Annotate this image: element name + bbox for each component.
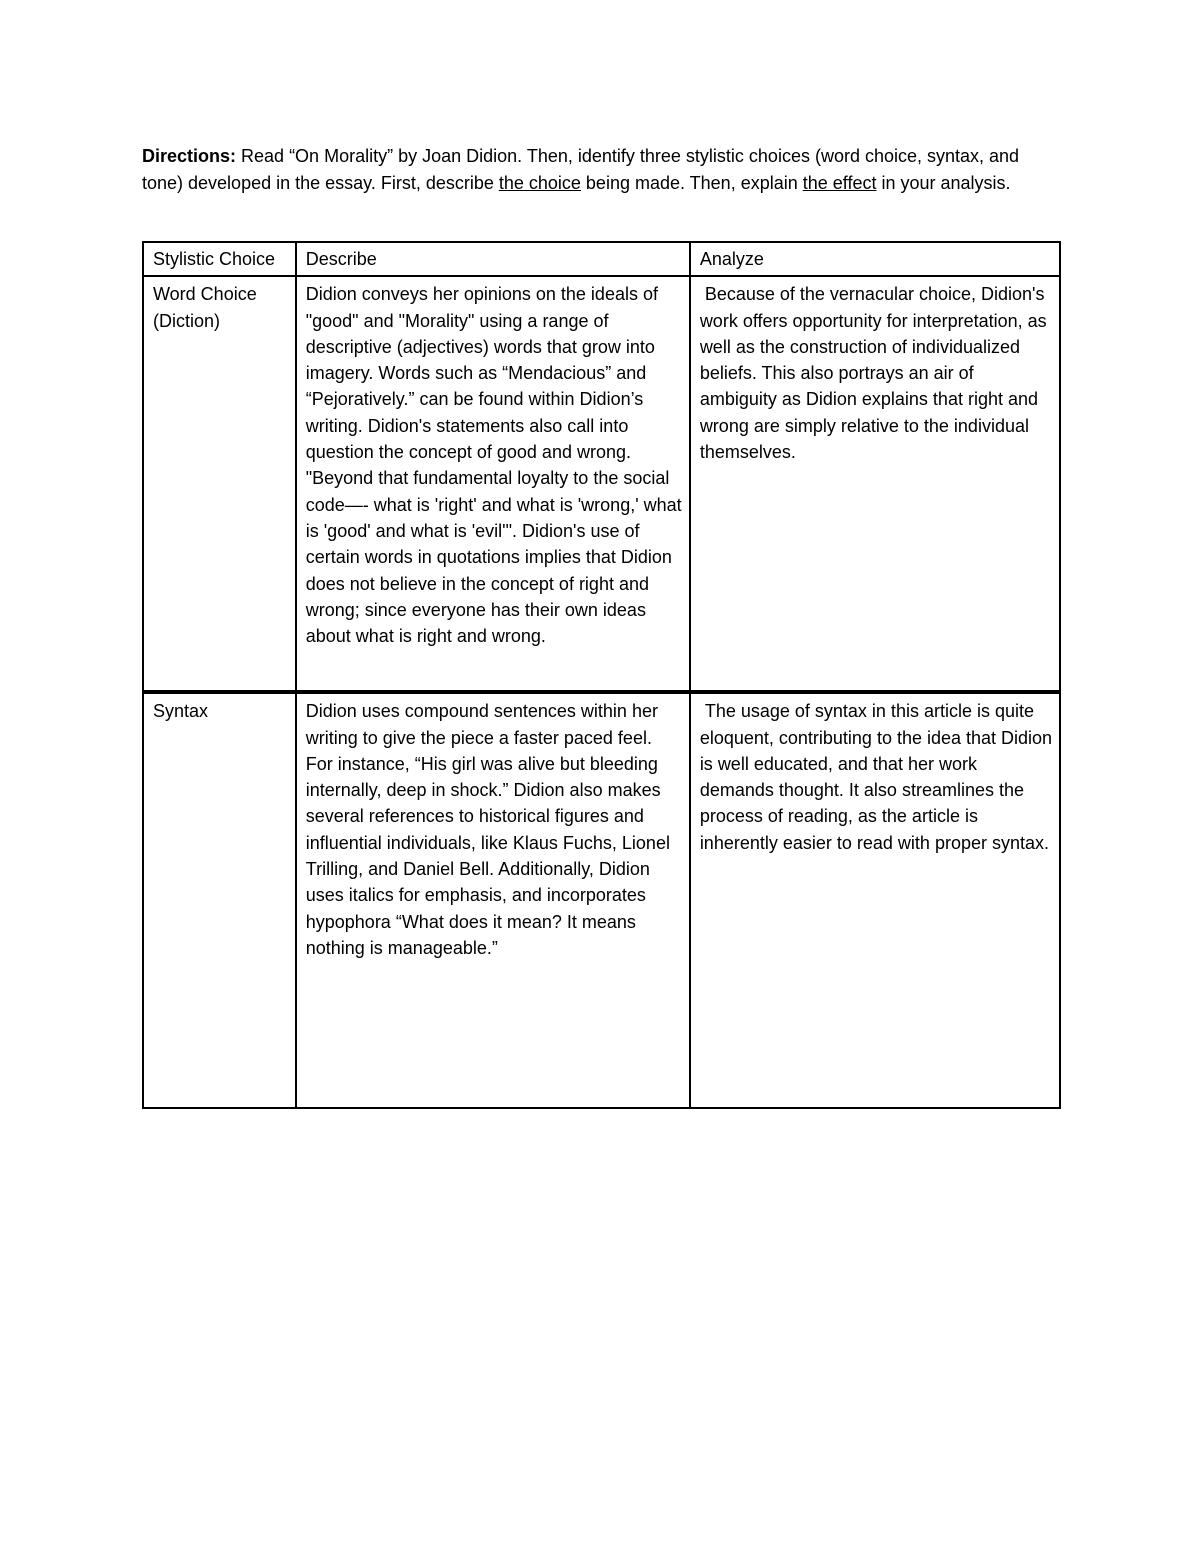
analyze-text: The usage of syntax in this article is quite eloquent, contributing to the idea that Didion is well educated, and that her work demands thought. It also streamlines the process of reading, as the article is inherently easier to read with proper syntax. (699, 701, 1058, 853)
header-stylistic-choice: Stylistic Choice (143, 242, 296, 276)
directions-label: Directions: (142, 146, 237, 166)
describe-text: Didion uses compound sentences within her writing to give the piece a faster paced feel. For instance, “His girl was alive but bleeding internally, deep in shock.” Didion also makes several references to historical figures and influential individuals, like Klaus Fuchs, Lionel Trilling, and Daniel Bell. Additionally, Didion uses italics for emphasis, and incorporates hypophora “What does it mean? It means nothing is manageable.” (305, 701, 670, 958)
cell-choice-syntax (143, 692, 296, 1108)
directions-text-2: being made. Then, explain (580, 173, 803, 193)
table-row (143, 692, 1060, 1108)
directions-text-3: in your analysis. (876, 173, 1011, 193)
directions-underline-choice: the choice (498, 173, 581, 193)
analyze-text: Because of the vernacular choice, Didion's work offers opportunity for interpretation, as well as the construction of individualized beliefs. This also portrays an air of ambiguity as Didion explains that right and wrong are simply relative to the individual themselves. (699, 284, 1052, 463)
choice-label: Syntax (153, 701, 209, 722)
cell-choice-diction (143, 276, 296, 692)
table-header-row (143, 242, 1060, 276)
directions-underline-effect: the effect (802, 173, 877, 193)
describe-text: Didion conveys her opinions on the ideals of "good" and "Morality" using a range of descriptive (adjectives) words that grow into imagery. Words such as “Mendacious” and “Pejoratively.” can be found within Didion’s writing. Didion's statements also call into question the concept of good and wrong. "Beyond that fundamental loyalty to the social code—- what is 'right' and what is 'wrong,' what is 'good' and what is 'evil'". Didion's use of certain words in quotations implies that Didion does not believe in the concept of right and wrong; since everyone has their own ideas about what is right and wrong. (305, 284, 682, 647)
directions-text-1: Read “On Morality” by Joan Didion. Then, identify three stylistic choices (word choice, syntax, and tone) developed in the essay. First, describe (142, 146, 1020, 193)
cell-describe-syntax (296, 692, 690, 1108)
header-analyze: Analyze (690, 242, 1060, 276)
stylistic-analysis-table (142, 241, 1061, 1109)
cell-describe-diction (296, 276, 690, 692)
table-row (143, 276, 1060, 692)
header-describe: Describe (296, 242, 690, 276)
directions-paragraph (142, 143, 1062, 197)
cell-analyze-syntax (690, 692, 1060, 1108)
cell-analyze-diction (690, 276, 1060, 692)
choice-label: Word Choice (Diction) (153, 284, 257, 331)
